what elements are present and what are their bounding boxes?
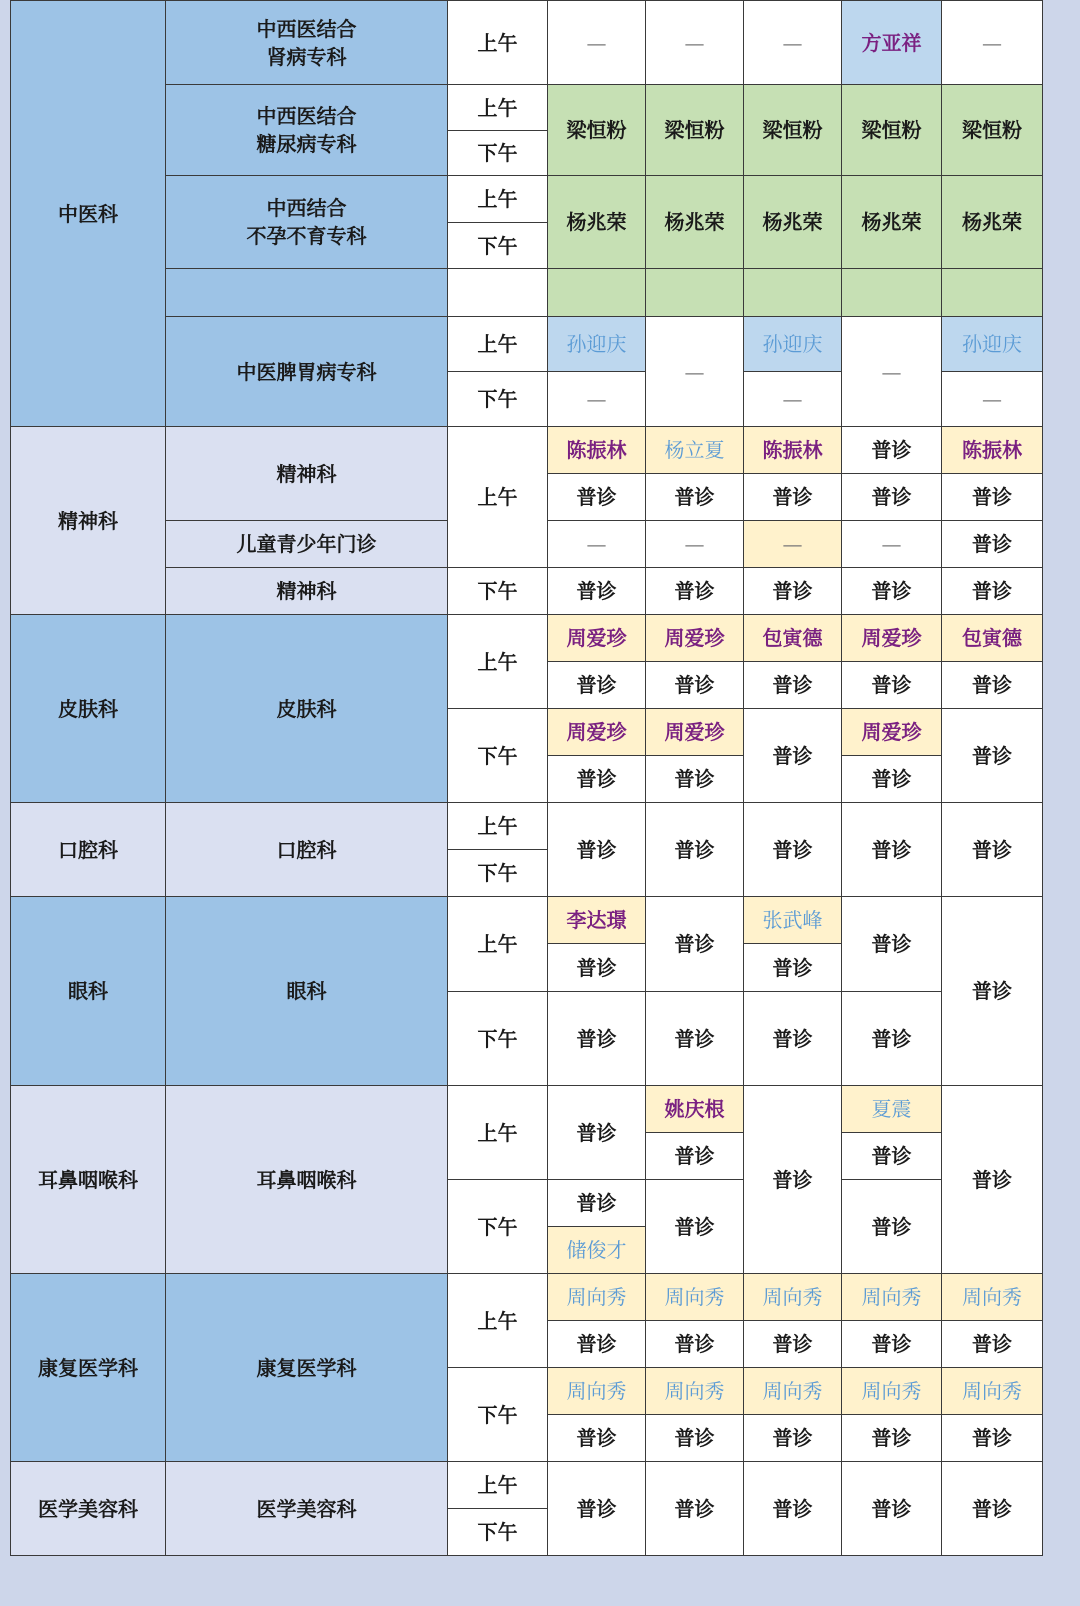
doctor-zhou-xx: 周向秀 [743,1273,842,1321]
clinic-youth: 儿童青少年门诊 [165,520,448,568]
general: 普诊 [547,755,646,803]
dept-stomatology: 口腔科 [10,802,166,897]
clinic-cosmetic: 医学美容科 [165,1461,448,1556]
dash: — [547,371,646,427]
doctor-chen: 陈振林 [743,426,842,474]
doctor-sun: 孙迎庆 [743,316,842,372]
dash: — [941,371,1043,427]
period-am: 上午 [447,1085,548,1180]
doctor-yang-zr: 杨兆荣 [841,175,942,269]
doctor-zhou-xx: 周向秀 [841,1273,942,1321]
period-pm: 下午 [447,1508,548,1556]
dept-cosmetic: 医学美容科 [10,1461,166,1556]
period-pm: 下午 [447,1179,548,1274]
doctor-zhou-xx: 周向秀 [743,1367,842,1415]
doctor-chen: 陈振林 [547,426,646,474]
general: 普诊 [743,802,842,897]
dept-ent: 耳鼻咽喉科 [10,1085,166,1274]
clinic-ophthalmology: 眼科 [165,896,448,1086]
clinic-diabetes: 中西医结合 糖尿病专科 [165,84,448,176]
general: 普诊 [941,896,1043,1086]
doctor-zhou-xx: 周向秀 [841,1367,942,1415]
dept-dermatology: 皮肤科 [10,614,166,803]
general: 普诊 [645,896,744,992]
general: 普诊 [547,1414,646,1462]
general: 普诊 [547,1085,646,1180]
clinic-rehab: 康复医学科 [165,1273,448,1462]
period-am: 上午 [447,426,548,568]
doctor-zhou-az: 周爱珍 [841,708,942,756]
general: 普诊 [743,1320,842,1368]
doctor-yang-zr: 杨兆荣 [941,175,1043,269]
slot-blank [941,268,1043,317]
general: 普诊 [841,661,942,709]
dash: — [645,316,744,427]
general: 普诊 [645,755,744,803]
general: 普诊 [547,567,646,615]
period-am: 上午 [447,316,548,372]
doctor-yao: 姚庆根 [645,1085,744,1133]
dash: — [743,0,842,85]
doctor-zhou-xx: 周向秀 [645,1367,744,1415]
general: 普诊 [743,661,842,709]
doctor-liang: 梁恒粉 [547,84,646,176]
doctor-xia: 夏震 [841,1085,942,1133]
period-pm: 下午 [447,371,548,427]
doctor-li: 李达璟 [547,896,646,944]
clinic-psychiatry: 精神科 [165,426,448,521]
general: 普诊 [743,567,842,615]
doctor-zhou-az: 周爱珍 [841,614,942,662]
doctor-yang-zr: 杨兆荣 [645,175,744,269]
general: 普诊 [941,1414,1043,1462]
doctor-zhou-az: 周爱珍 [645,614,744,662]
doctor-zhou-xx: 周向秀 [941,1273,1043,1321]
general: 普诊 [547,473,646,521]
slot-blank [645,268,744,317]
period-am: 上午 [447,1273,548,1368]
general: 普诊 [743,1414,842,1462]
general: 普诊 [841,426,942,474]
doctor-bao: 包寅德 [941,614,1043,662]
dash: — [547,0,646,85]
general: 普诊 [645,1414,744,1462]
general: 普诊 [841,896,942,992]
general: 普诊 [645,567,744,615]
doctor-zhou-az: 周爱珍 [645,708,744,756]
doctor-bao: 包寅德 [743,614,842,662]
doctor-yang-zr: 杨兆荣 [743,175,842,269]
period-am: 上午 [447,175,548,223]
general: 普诊 [841,567,942,615]
dept-tcm: 中医科 [10,0,166,427]
period-pm: 下午 [447,222,548,269]
general: 普诊 [941,1085,1043,1274]
doctor-chen: 陈振林 [941,426,1043,474]
dash: — [941,0,1043,85]
dash: — [743,520,842,568]
slot-blank [841,268,942,317]
doctor-liang: 梁恒粉 [841,84,942,176]
general: 普诊 [941,708,1043,803]
slot-blank [547,268,646,317]
period-am: 上午 [447,802,548,850]
general: 普诊 [941,567,1043,615]
dash: — [645,520,744,568]
general: 普诊 [645,1461,744,1556]
general: 普诊 [941,1320,1043,1368]
general: 普诊 [743,473,842,521]
general: 普诊 [547,1461,646,1556]
general: 普诊 [841,1320,942,1368]
doctor-yang-lx: 杨立夏 [645,426,744,474]
general: 普诊 [941,473,1043,521]
dash: — [841,520,942,568]
doctor-liang: 梁恒粉 [941,84,1043,176]
general: 普诊 [645,661,744,709]
period-pm: 下午 [447,991,548,1086]
period-blank [447,268,548,317]
period-pm: 下午 [447,708,548,803]
clinic-blank [165,268,448,317]
doctor-yang-zr: 杨兆荣 [547,175,646,269]
period-pm: 下午 [447,1367,548,1462]
period-am: 上午 [447,1461,548,1509]
doctor-sun: 孙迎庆 [941,316,1043,372]
general: 普诊 [841,802,942,897]
dash: — [645,0,744,85]
general: 普诊 [645,802,744,897]
general: 普诊 [645,1132,744,1180]
general: 普诊 [645,1320,744,1368]
general: 普诊 [547,1320,646,1368]
clinic-psychiatry-pm: 精神科 [165,567,448,615]
period-am: 上午 [447,896,548,992]
period-pm: 下午 [447,567,548,615]
period-am: 上午 [447,0,548,85]
general: 普诊 [841,1461,942,1556]
general: 普诊 [547,1179,646,1227]
general: 普诊 [547,802,646,897]
general: 普诊 [941,520,1043,568]
doctor-chu: 储俊才 [547,1226,646,1274]
dept-rehab: 康复医学科 [10,1273,166,1462]
doctor-fang: 方亚祥 [841,0,942,85]
general: 普诊 [743,1461,842,1556]
dash: — [547,520,646,568]
clinic-stomatology: 口腔科 [165,802,448,897]
doctor-zhou-az: 周爱珍 [547,708,646,756]
doctor-zhou-xx: 周向秀 [547,1273,646,1321]
general: 普诊 [941,1461,1043,1556]
dept-psychiatry: 精神科 [10,426,166,615]
general: 普诊 [841,755,942,803]
doctor-sun: 孙迎庆 [547,316,646,372]
doctor-liang: 梁恒粉 [645,84,744,176]
general: 普诊 [841,1414,942,1462]
period-pm: 下午 [447,130,548,176]
general: 普诊 [547,661,646,709]
clinic-kidney: 中西医结合 肾病专科 [165,0,448,85]
dash: — [841,316,942,427]
general: 普诊 [645,991,744,1086]
dept-ophthalmology: 眼科 [10,896,166,1086]
general: 普诊 [743,943,842,992]
general: 普诊 [743,991,842,1086]
doctor-zhang: 张武峰 [743,896,842,944]
clinic-spleen: 中医脾胃病专科 [165,316,448,427]
general: 普诊 [841,1132,942,1180]
general: 普诊 [645,473,744,521]
slot-blank [743,268,842,317]
general: 普诊 [841,473,942,521]
doctor-liang: 梁恒粉 [743,84,842,176]
period-am: 上午 [447,614,548,709]
clinic-ent: 耳鼻咽喉科 [165,1085,448,1274]
general: 普诊 [743,1085,842,1274]
period-am: 上午 [447,84,548,131]
general: 普诊 [547,991,646,1086]
doctor-zhou-xx: 周向秀 [645,1273,744,1321]
general: 普诊 [645,1179,744,1274]
doctor-zhou-xx: 周向秀 [941,1367,1043,1415]
general: 普诊 [841,991,942,1086]
general: 普诊 [547,943,646,992]
doctor-zhou-xx: 周向秀 [547,1367,646,1415]
general: 普诊 [743,708,842,803]
clinic-infertility: 中西结合 不孕不育专科 [165,175,448,269]
doctor-zhou-az: 周爱珍 [547,614,646,662]
general: 普诊 [941,802,1043,897]
clinic-dermatology: 皮肤科 [165,614,448,803]
dash: — [743,371,842,427]
general: 普诊 [841,1179,942,1274]
general: 普诊 [941,661,1043,709]
period-pm: 下午 [447,849,548,897]
